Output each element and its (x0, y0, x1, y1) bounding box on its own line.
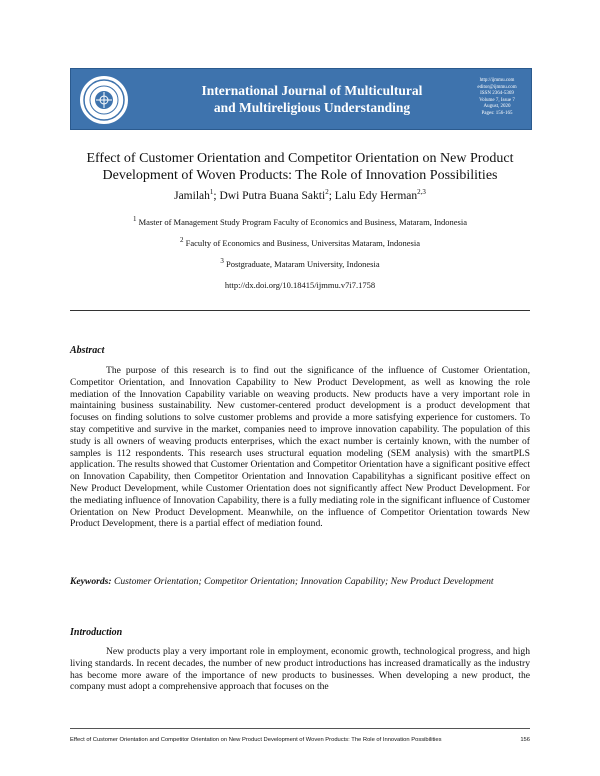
affiliation-1 (70, 217, 530, 227)
abstract-heading: Abstract (70, 345, 105, 356)
keywords (70, 576, 530, 588)
keywords-text: Customer Orientation; Competitor Orientation; Innovation Capability; New Product Development (113, 576, 494, 587)
author-sep: ; (328, 190, 335, 202)
author-sep: ; (213, 190, 220, 202)
journal-title-line1: International Journal of Multicultural (201, 83, 423, 98)
introduction-text: New products play a very important role in employment, economic growth, technological progress, and high living standards. In recent decades, the number of new product introductions has increased dramatically as the industry has become more aware of the importance of new products to businesses. When developing a new product, the company must adopt a comprehensive approach that focuses on the (70, 646, 530, 693)
abstract-text: The purpose of this research is to find out the significance of the influence of Customer Orientation, Competitor Orientation, and Innovation Capability to New Product Development, as well as knowing the role mediation of the Innovation Capability variable on weaving products. New products have a very important role in maintaining business sustainability. New customer-centered product development is a product development that focuses on finding solutions to solve customer problems and provide a more satisfying experience for customers. To stay competitive and survive in the market, companies need to improve innovation capability. The population of this study is all owners of weaving products enterprises, which the exact number is certainly known, with the number of samples is 112 respondents. This research uses structural equation modeling (SEM analysis) with the smartPLS application. The results showed that Customer Orientation and Competitor Orientation have a significant positive effect on Innovation Capability, then Competitor Orientation and Innovation Capabilityhas a significant positive effect on New Product Development, while Customer Orientation does not significantly affect New Product Development. For the mediating influence of Innovation Capability, there is a fully mediating role in the significant influence of Customer Orientation on New Product Development. Meanwhile, on the influence of Competitor Orientation towards New Product Development, there is a partial effect of mediation found. (70, 365, 530, 530)
journal-info (467, 78, 527, 117)
author-sup: 2,3 (417, 188, 426, 197)
journal-pages: Pages: 156-165 (481, 110, 513, 116)
journal-volume: Volume 7, Issue 7 (479, 97, 515, 103)
footer-running-title: Effect of Customer Orientation and Competitor Orientation on New Product Development of Woven Products: The Role of Innovation Possibilities (70, 737, 442, 743)
author-name: Dwi Putra Buana Sakti (219, 190, 326, 202)
header-divider (70, 310, 530, 311)
footer (70, 737, 530, 743)
author-name: Lalu Edy Herman (334, 190, 418, 202)
introduction-heading: Introduction (70, 627, 123, 638)
journal-logo (80, 76, 128, 124)
paper-title-line2: Development of Woven Products: The Role of Innovation Possibilities (102, 168, 498, 183)
affiliation-text: Master of Management Study Program Faculty of Economics and Business, Mataram, Indonesia (136, 217, 467, 227)
journal-email[interactable]: editor@ijmmu.com (477, 84, 517, 90)
paper-title-line1: Effect of Customer Orientation and Competitor Orientation on New Product (86, 151, 514, 166)
author-sup: 2 (325, 188, 329, 197)
author-sup: 1 (209, 188, 214, 197)
journal-issn: ISSN 2364-5369 (480, 91, 514, 96)
journal-url[interactable]: http://ijmmu.com (479, 78, 515, 83)
keywords-label: Keywords: (70, 576, 112, 587)
page-number: 156 (520, 737, 530, 743)
affiliation-text: Faculty of Economics and Business, Universitas Mataram, Indonesia (183, 238, 421, 248)
doi-link[interactable]: http://dx.doi.org/10.18415/ijmmu.v7i7.1758 (224, 280, 376, 290)
affiliation-sup: 1 (133, 215, 137, 224)
journal-title-line2: and Multireligious Understanding (213, 100, 411, 115)
affiliation-text: Postgraduate, Mataram University, Indonesia (223, 259, 380, 269)
journal-date: August, 2020 (483, 104, 511, 109)
journal-banner (70, 68, 532, 130)
affiliation-sup: 3 (220, 257, 224, 266)
affiliation-2 (70, 238, 530, 248)
paper-title (70, 150, 530, 184)
footer-divider (70, 728, 530, 729)
affiliation-3 (70, 259, 530, 269)
affiliation-sup: 2 (179, 236, 184, 245)
author-name: Jamilah (174, 190, 210, 202)
authors (70, 190, 530, 202)
journal-title (177, 82, 447, 116)
